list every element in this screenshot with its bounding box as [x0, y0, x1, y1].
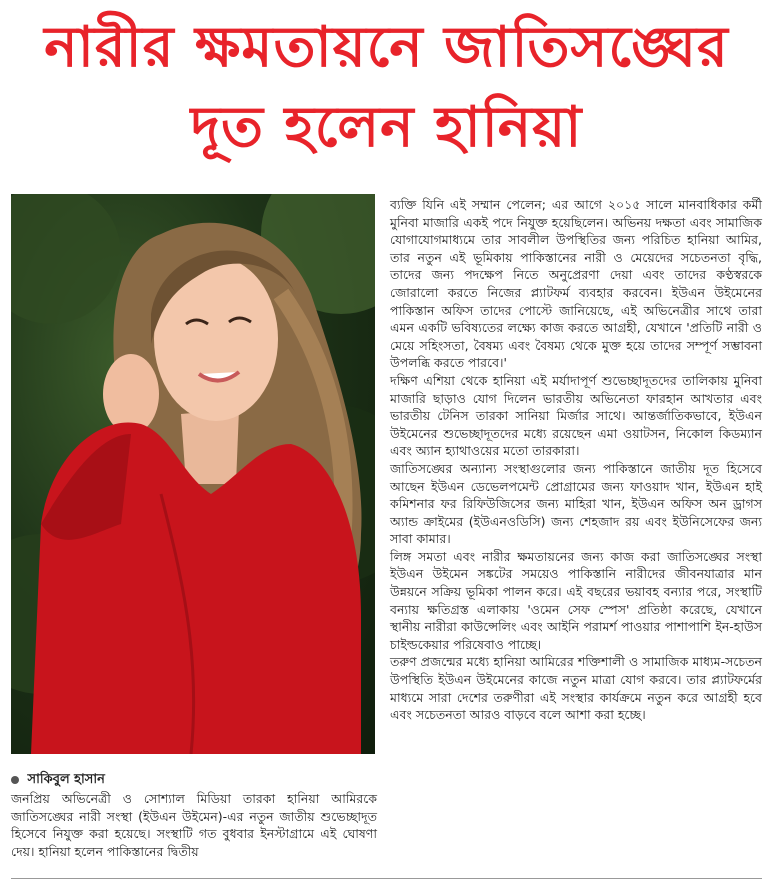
headline-line-1: নারীর ক্ষমতায়নে জাতিসঙ্ঘের — [44, 15, 729, 80]
article-photo — [11, 194, 375, 754]
bullet-icon — [11, 776, 19, 784]
author-name: সাকিবুল হাসান — [27, 772, 105, 787]
headline — [0, 8, 773, 168]
paragraph: দক্ষিণ এশিয়া থেকে হানিয়া এই মর্যাদাপূর্ণ শুভেচ্ছাদূতদের তালিকায় মুনিবা মাজারি ছাড়াও যোগ দিলেন ভারতীয় অভিনেতা ফারহান আখতার এবং ভারতীয় টেনিস তারকা সানিয়া মির্জার সাথে। আন্তর্জাতিকভাবে, ইউএন উইমেনের শুভেচ্ছাদূতদের মধ্যে রয়েছেন এমা ওয়াটসন, নিকোল কিডম্যান এবং অ্যান হ্যাথাওয়ের মতো তারকারা। — [390, 372, 762, 459]
byline — [11, 770, 375, 791]
headline-line-2: দূত হলেন হানিয়া — [190, 95, 583, 160]
woman-portrait-photo-icon — [11, 194, 375, 754]
paragraph: জনপ্রিয় অভিনেত্রী ও সোশ্যাল মিডিয়া তারকা হানিয়া আমিরকে জাতিসঙ্ঘের নারী সংস্থা (ইউএন উইমেন)-এর নতুন জাতীয় শুভেচ্ছাদূত হিসেবে নিযুক্ত করা হয়েছে। সংস্থাটি গত বুধবার ইনস্টাগ্রামে এই ঘোষণা দেয়। হানিয়া হলেন পাকিস্তানের দ্বিতীয় — [11, 791, 377, 859]
paragraph: ব্যক্তি যিনি এই সম্মান পেলেন; এর আগে ২০১৫ সালে মানবাধিকার কর্মী মুনিবা মাজারি একই পদে নিযুক্ত হয়েছিলেন। অভিনয় দক্ষতা এবং সামাজিক যোগাযোগমাধ্যমে তার সাবলীল উপস্থিতির জন্য পরিচিত হানিয়া আমির, তার নতুন এই ভূমিকায় পাকিস্তানের নারী ও মেয়েদের সচেতনতা বৃদ্ধি, তাদের জন্য পদক্ষেপ নিতে অনুপ্রেরণা দেয়া এবং তাদের কণ্ঠস্বরকে জোরালো করতে নিজের প্ল্যাটফর্ম ব্যবহার করবেন। ইউএন উইমেনের পাকিস্তান অফিস তাদের পোস্টে জানিয়েছে, এই অভিনেত্রীর সাথে তারা এমন একটি ভবিষ্যতের লক্ষ্যে কাজ করতে আগ্রহী, যেখানে 'প্রতিটি নারী ও মেয়ে সহিংসতা, বৈষম্য এবং বৈষম্য থেকে মুক্ত হয়ে তাদের সম্পূর্ণ সম্ভাবনা উপলব্ধি করতে পারবে।' — [390, 197, 762, 371]
paragraph: তরুণ প্রজন্মের মধ্যে হানিয়া আমিরের শক্তিশালী ও সামাজিক মাধ্যম-সচেতন উপস্থিতি ইউএন উইমেনের কাজে নতুন মাত্রা যোগ করবে। তার প্ল্যাটফর্মের মাধ্যমে সারা দেশের তরুণীরা এই সংস্থার কার্যক্রমে নতুন করে আগ্রহী হবে এবং সচেতনতা আরও বাড়বে বলে আশা করা হচ্ছে। — [390, 654, 762, 723]
article-column-left — [11, 790, 377, 860]
paragraph: জাতিসঙ্ঘের অন্যান্য সংস্থাগুলোর জন্য পাকিস্তানে জাতীয় দূত হিসেবে আছেন ইউএন ডেভেলপমেন্ট প্রোগ্রামের জন্য ফাওয়াদ খান, ইউএন হাই কমিশনার ফর রিফিউজিসের জন্য মাহিরা খান, ইউএন অফিস অন ড্রাগস অ্যান্ড ক্রাইমের (ইউএনওডিসি) জন্য শেহজাদ রয় এবং ইউনিসেফের জন্য সাবা কামার। — [390, 460, 762, 547]
paragraph: লিঙ্গ সমতা এবং নারীর ক্ষমতায়নের জন্য কাজ করা জাতিসঙ্ঘের সংস্থা ইউএন উইমেন সঙ্কটের সময়েও পাকিস্তানি নারীদের জীবনযাত্রার মান উন্নয়নে সক্রিয় ভূমিকা পালন করে। এই বছরের ভয়াবহ বন্যার পরে, সংস্থাটি বন্যায় ক্ষতিগ্রস্ত এলাকায় 'ওমেন সেফ স্পেস' প্রতিষ্ঠা করেছে, যেখানে স্থানীয় নারীরা কাউন্সেলিং এবং আইনি পরামর্শ পাওয়ার পাশাপাশি ইন-হাউস চাইল্ডকেয়ার পরিষেবাও পাচ্ছে। — [390, 548, 762, 652]
bottom-divider — [11, 878, 762, 879]
article-column-right — [390, 196, 762, 724]
